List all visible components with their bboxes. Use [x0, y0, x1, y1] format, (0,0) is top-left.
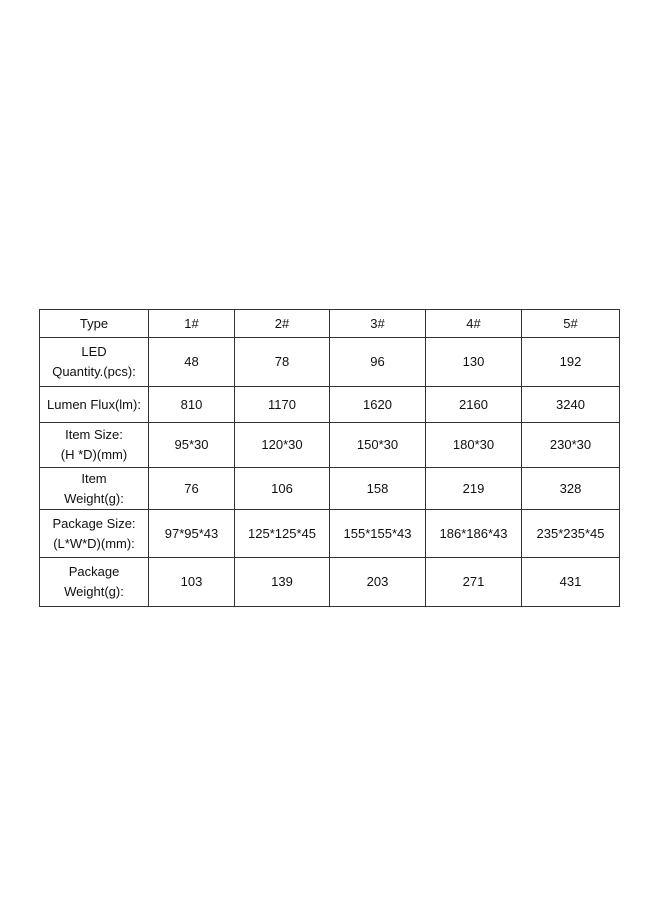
- table-cell: 192: [522, 338, 620, 387]
- row-label-line: Quantity.(pcs):: [52, 364, 136, 379]
- header-cell: 5#: [522, 310, 620, 338]
- table-cell: 95*30: [149, 423, 235, 468]
- row-label-cell: Lumen Flux(lm):: [40, 387, 149, 423]
- row-label-cell: [40, 558, 149, 607]
- header-row: [40, 310, 620, 338]
- table-cell: 155*155*43: [330, 510, 426, 558]
- header-cell: 3#: [330, 310, 426, 338]
- table-row: [40, 338, 620, 387]
- table-cell: 150*30: [330, 423, 426, 468]
- row-label-line: (H *D)(mm): [60, 447, 128, 462]
- table-cell: 431: [522, 558, 620, 607]
- table-cell: 203: [330, 558, 426, 607]
- table-cell: 78: [235, 338, 330, 387]
- table-cell: 186*186*43: [426, 510, 522, 558]
- table-cell: 1620: [330, 387, 426, 423]
- table-cell: 120*30: [235, 423, 330, 468]
- row-label-cell: [40, 338, 149, 387]
- row-label-cell: [40, 510, 149, 558]
- header-cell: 1#: [149, 310, 235, 338]
- header-cell: 4#: [426, 310, 522, 338]
- table-cell: 1170: [235, 387, 330, 423]
- table-cell: 230*30: [522, 423, 620, 468]
- table-cell: 158: [330, 468, 426, 510]
- table-row: [40, 387, 620, 423]
- table-cell: 97*95*43: [149, 510, 235, 558]
- table-cell: 235*235*45: [522, 510, 620, 558]
- row-label-cell: [40, 423, 149, 468]
- table-row: [40, 423, 620, 468]
- spec-table: [39, 309, 620, 607]
- row-label-line: Package Size:: [52, 515, 136, 531]
- row-label-line: Item Size:: [65, 427, 123, 442]
- row-label-cell: [40, 468, 149, 510]
- row-label-line: Weight(g):: [64, 490, 124, 506]
- table-row: [40, 468, 620, 510]
- table-cell: 139: [235, 558, 330, 607]
- table-cell: 2160: [426, 387, 522, 423]
- row-label-line: Item: [81, 470, 107, 486]
- table-cell: 3240: [522, 387, 620, 423]
- row-label-line: Package: [68, 564, 120, 579]
- header-cell: 2#: [235, 310, 330, 338]
- table-cell: 219: [426, 468, 522, 510]
- table-row: [40, 558, 620, 607]
- table-cell: 106: [235, 468, 330, 510]
- table-cell: 130: [426, 338, 522, 387]
- row-label-line: Weight(g):: [64, 584, 124, 599]
- table-cell: 96: [330, 338, 426, 387]
- table-cell: 103: [149, 558, 235, 607]
- table-cell: 810: [149, 387, 235, 423]
- header-label-cell: Type: [40, 310, 149, 338]
- table-cell: 48: [149, 338, 235, 387]
- table-cell: 180*30: [426, 423, 522, 468]
- table-cell: 328: [522, 468, 620, 510]
- table-cell: 271: [426, 558, 522, 607]
- table-cell: 125*125*45: [235, 510, 330, 558]
- row-label-line: LED: [81, 344, 107, 359]
- table-row: [40, 510, 620, 558]
- table-cell: 76: [149, 468, 235, 510]
- row-label-line: (L*W*D)(mm):: [53, 535, 135, 551]
